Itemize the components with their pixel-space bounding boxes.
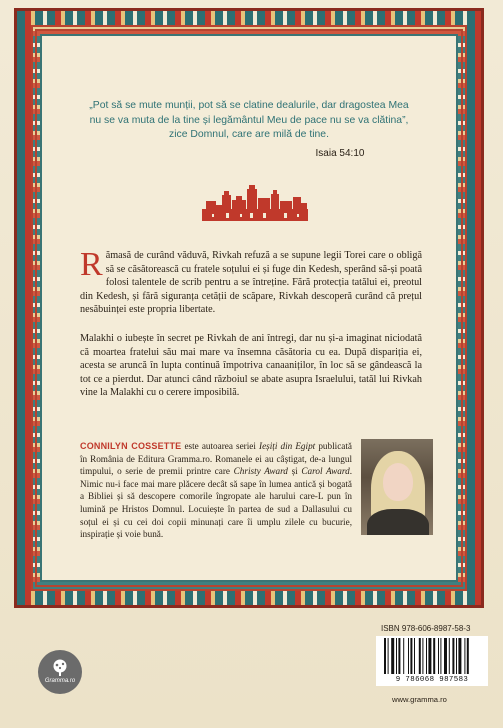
barcode-digits: 9 786068 987583	[395, 676, 469, 684]
quote-line-2: nu se va muta de la tine și legământul Meu de pace nu se va clătina”,	[89, 114, 409, 126]
synopsis-paragraph-1	[80, 246, 422, 317]
synopsis-paragraph-1-text: ămasă de curând văduvă, Rivkah refuză a se supune legii Torei care o obligă să se căsătorească cu fratele soțului ei și fuge din Kedesh, sperând să-și poată folosi talentele de scrib pentru a se întreține. Fără protecția tatălui ei, preotul din Kedesh, și fără siguranța cetății de scăpare, Rivkah descoperă curând că prețul nesăbuinței este propria libertate.	[80, 250, 422, 315]
author-bio-text: și	[287, 466, 302, 477]
publisher-logo	[38, 650, 82, 694]
author-photo-body	[367, 509, 429, 535]
author-bio	[80, 440, 352, 541]
quote-line-3: zice Domnul, care are milă de tine.	[169, 129, 329, 140]
series-title: Ieșiți din Egipt	[259, 441, 316, 451]
drop-cap: R	[80, 246, 103, 283]
synopsis-paragraph-2: Malakhi o iubește în secret pe Rivkah de ani întregi, dar nu și-a imaginat niciodată că moartea fratelui său mai mare va însemna căsătoria cu ea. După dispariția ei, acesta se aruncă în lupta continuă împotriva canaaniților, în loc să se gândească la tot ce a pierdut. Dar atunci când războiul se abate asupra Israelului, tatăl lui Rivkah vine la Malakhi cu o cerere imposibilă.	[80, 333, 422, 398]
author-bio-text: . Nimic nu-i face mai mare plăcere decât să sape în lumea antică și bogată a Bibliei și să descopere comorile îngropate ale harului care-L pun în lumină pe Hristos Domnul. Locuiește în partea de sud a Dallasului cu soțul ei și cu cei doi copii minunați care îi umplu zilele cu bucurie, inspirație și voie bună.	[80, 466, 353, 540]
scripture-quote	[50, 99, 448, 143]
publisher-logo-text: Gramma.ro	[44, 678, 76, 684]
award-name: Carol Award	[301, 466, 350, 477]
tree-icon	[49, 659, 71, 677]
quote-reference: Isaia 54:10	[315, 148, 365, 159]
quote-line-1: „Pot să se mute munții, pot să se clatine dealurile, dar dragostea Mea	[89, 100, 409, 111]
author-photo-face	[383, 463, 413, 501]
publisher-website: www.gramma.ro	[392, 695, 447, 704]
city-skyline-icon	[200, 183, 310, 223]
author-photo	[361, 439, 433, 535]
barcode-bars	[380, 638, 484, 676]
author-bio-text: publicată în România de Editura Gramma.ro. Romanele ei au câștigat, de-a lungul timpului, o serie de premii printre care	[80, 441, 352, 477]
isbn: ISBN 978-606-8987-58-3	[381, 624, 471, 633]
author-bio-text: este autoarea seriei	[181, 441, 260, 451]
barcode	[376, 636, 488, 686]
award-name: Christy Award	[233, 466, 288, 477]
author-name: CONNILYN COSSETTE	[80, 441, 182, 451]
